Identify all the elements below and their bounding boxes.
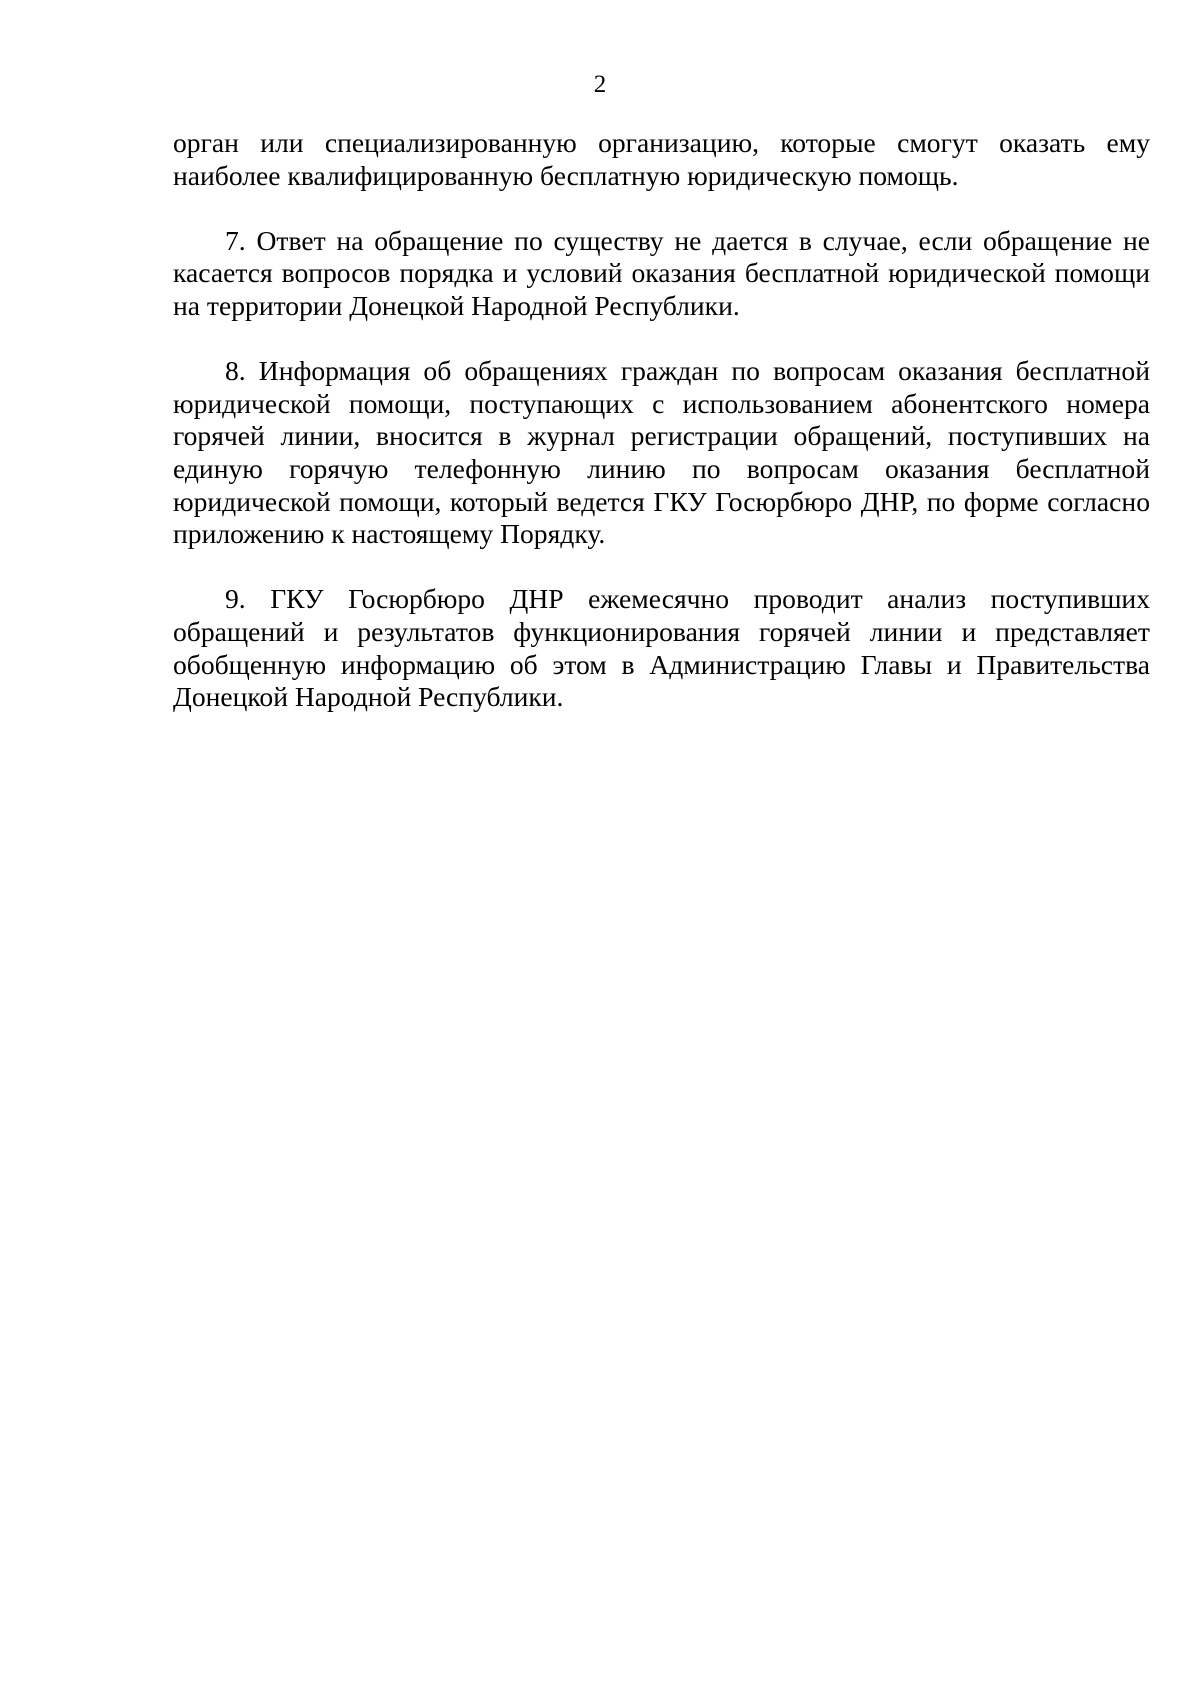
paragraph-8: 8. Информация об обращениях граждан по вопросам оказания бесплатной юридической помощи, поступающих с использованием абонентского номера горячей линии, вносится в журнал регистрации обращений, поступивших на единую горячую телефонную линию по вопросам оказания бесплатной юридической помощи, который ведется ГКУ Госюрбюро ДНР, по форме согласно приложению к настоящему Порядку.	[173, 355, 1150, 550]
paragraph-7: 7. Ответ на обращение по существу не дается в случае, если обращение не касается вопросов порядка и условий оказания бесплатной юридической помощи на территории Донецкой Народной Республики.	[173, 224, 1150, 321]
page-number: 2	[593, 71, 607, 98]
paragraph-continuation: орган или специализированную организацию, которые смогут оказать ему наиболее квалифицированную бесплатную юридическую помощь.	[173, 127, 1150, 191]
document-body	[173, 127, 1150, 746]
paragraph-9: 9. ГКУ Госюрбюро ДНР ежемесячно проводит анализ поступивших обращений и результатов функционирования горячей линии и представляет обобщенную информацию об этом в Администрацию Главы и Правительства Донецкой Народной Республики.	[173, 583, 1150, 713]
